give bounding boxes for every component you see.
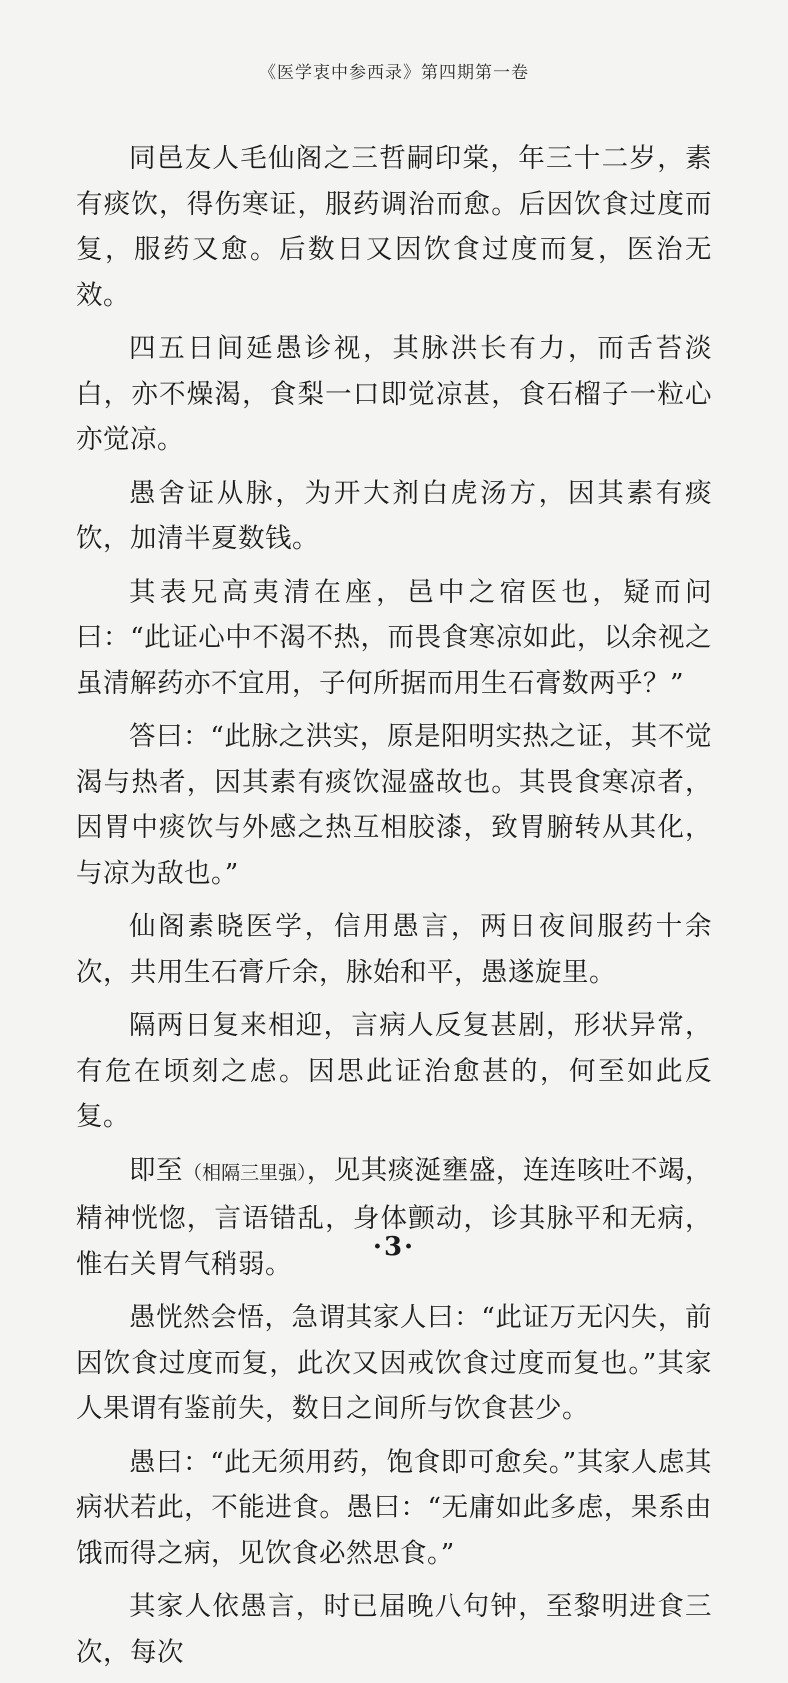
running-header: 《医学衷中参西录》第四期第一卷	[259, 63, 529, 83]
inline-note: （相隔三里强）	[183, 1161, 307, 1184]
paragraph-11: 其家人依愚言，时已届晚八句钟，至黎明进食三次，每次	[76, 1591, 712, 1668]
paragraph-5: 答曰：“此脉之洪实，原是阳明实热之证，其不觉渴与热者，因其素有痰饮湿盛故也。其畏食寒凉者，因胃中痰饮与外感之热互相胶漆，致胃腑转从其化，与凉为敌也。”	[76, 721, 712, 889]
paragraph-8-lead: 即至	[129, 1154, 184, 1186]
paragraph-2: 四五日间延愚诊视，其脉洪长有力，而舌苔淡白，亦不燥渴，食梨一口即觉凉甚，食石榴子一粒心亦觉凉。	[76, 333, 712, 455]
paragraph-9: 愚恍然会悟，急谓其家人曰：“此证万无闪失，前因饮食过度而复，此次又因戒饮食过度而复也。”其家人果谓有鉴前失，数日之间所与饮食甚少。	[76, 1302, 712, 1424]
paragraph-10: 愚曰：“此无须用药，饱食即可愈矣。”其家人虑其病状若此，不能进食。愚曰：“无庸如此多虑，果系由饿而得之病，见饮食必然思食。”	[76, 1446, 712, 1569]
paragraph-1: 同邑友人毛仙阁之三哲嗣印棠，年三十二岁，素有痰饮，得伤寒证，服药调治而愈。后因饮食过度而复，服药又愈。后数日又因饮食过度而复，医治无效。	[76, 143, 712, 311]
page-number: ·3·	[372, 1232, 416, 1262]
paragraph-4: 其表兄高夷清在座，邑中之宿医也，疑而问曰：“此证心中不渴不热，而畏食寒凉如此，以余视之虽清解药亦不宜用，子何所据而用生石膏数两乎？”	[76, 576, 712, 699]
paragraph-7: 隔两日复来相迎，言病人反复甚剧，形状异常，有危在顷刻之虑。因思此证治愈甚的，何至如此反复。	[76, 1010, 712, 1132]
paragraph-8-rest: ，见其痰涎壅盛，连连咳吐不竭，精神恍惚，言语错乱，身体颤动，诊其脉平和无病，惟右关胃气稍弱。	[76, 1154, 712, 1280]
paragraph-3: 愚舍证从脉，为开大剂白虎汤方，因其素有痰饮，加清半夏数钱。	[76, 477, 712, 554]
body-text	[76, 136, 712, 1683]
paragraph-6: 仙阁素晓医学，信用愚言，两日夜间服药十余次，共用生石膏斤余，脉始和平，愚遂旋里。	[76, 911, 712, 988]
paragraph-8	[76, 1148, 712, 1288]
